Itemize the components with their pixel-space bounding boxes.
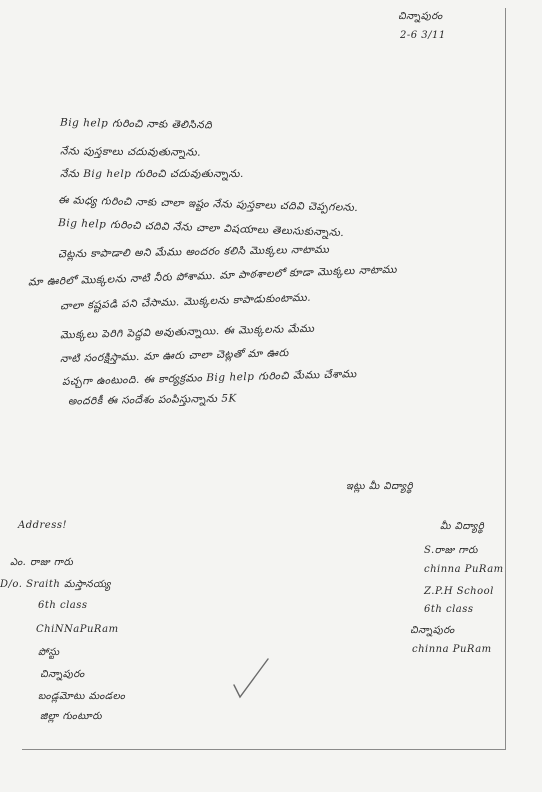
from-address-line: చిన్నాపురం <box>410 625 455 636</box>
from-address-line: chinna PuRam <box>424 564 504 575</box>
from-address-line: Z.P.H School <box>424 586 494 597</box>
to-address-line: 6th class <box>38 600 88 611</box>
right-margin-line <box>505 8 506 750</box>
body-line: పచ్చగా ఉంటుంది. ఈ కార్యక్రమం Big help గురించి మేము చేశాము <box>61 368 357 388</box>
from-address-line: 6th class <box>424 604 474 615</box>
to-address-line: ChiNNaPuRam <box>36 624 119 635</box>
body-line: మొక్కలు పెరిగి పెద్దవి అవుతున్నాయి. ఈ మొక్కలను మేము <box>59 322 315 342</box>
body-line: చెట్లను కాపాడాలి అని మేము అందరం కలిసి మొక్కలు నాటాము <box>57 243 330 261</box>
to-address-heading: Address! <box>18 520 68 531</box>
closing-salutation: ఇట్లు మీ విద్యార్థి <box>346 481 414 492</box>
body-line: నాటి సంరక్షిస్తాము. మా ఊరు చాలా చెట్లతో మా ఊరు <box>59 347 290 365</box>
body-line: మా ఊరిలో మొక్కలను నాటి నీరు పోశాము. మా పాఠశాలలో కూడా మొక్కలు నాటాము <box>27 263 398 289</box>
bottom-margin-line <box>22 749 506 750</box>
to-address-line: జిల్లా గుంటూరు <box>40 711 103 722</box>
checkmark-icon <box>230 655 272 701</box>
to-address-line: ఎం. రాజు గారు <box>10 557 74 568</box>
body-line: చాలా కష్టపడి పని చేసాము. మొక్కలను కాపాడుకుంటాము. <box>59 291 312 313</box>
from-address-line: chinna PuRam <box>412 644 492 655</box>
letter-place: చిన్నాపురం <box>398 11 443 22</box>
body-line: నేను Big help గురించి చదువుతున్నాను. <box>60 168 244 180</box>
body-line: ఈ మధ్య గురించి నాకు చాలా ఇష్టం నేను పుస్తకాలు చదివి చెప్పగలను. <box>57 194 359 214</box>
from-address-line: మీ విద్యార్థి <box>440 521 485 532</box>
to-address-line: పోస్టు <box>38 647 60 658</box>
letter-date: 2-6 3/11 <box>400 30 446 41</box>
body-line: Big help గురించి నాకు తెలిసినది <box>59 116 213 132</box>
to-address-line: బండ్లమోటు మండలం <box>38 691 126 702</box>
to-address-line: చిన్నాపురం <box>40 669 85 680</box>
body-line: నేను పుస్తకాలు చదువుతున్నాను. <box>59 145 202 159</box>
body-line: అందరికీ ఈ సందేశం పంపిస్తున్నాను 5K <box>67 392 237 408</box>
body-line: Big help గురించి చదివి నేను చాలా విషయాలు తెలుసుకున్నాను. <box>57 217 345 239</box>
from-address-line: S.రాజు గారు <box>424 545 479 556</box>
to-address-line: D/o. Sraith మస్తానయ్య <box>0 579 111 590</box>
